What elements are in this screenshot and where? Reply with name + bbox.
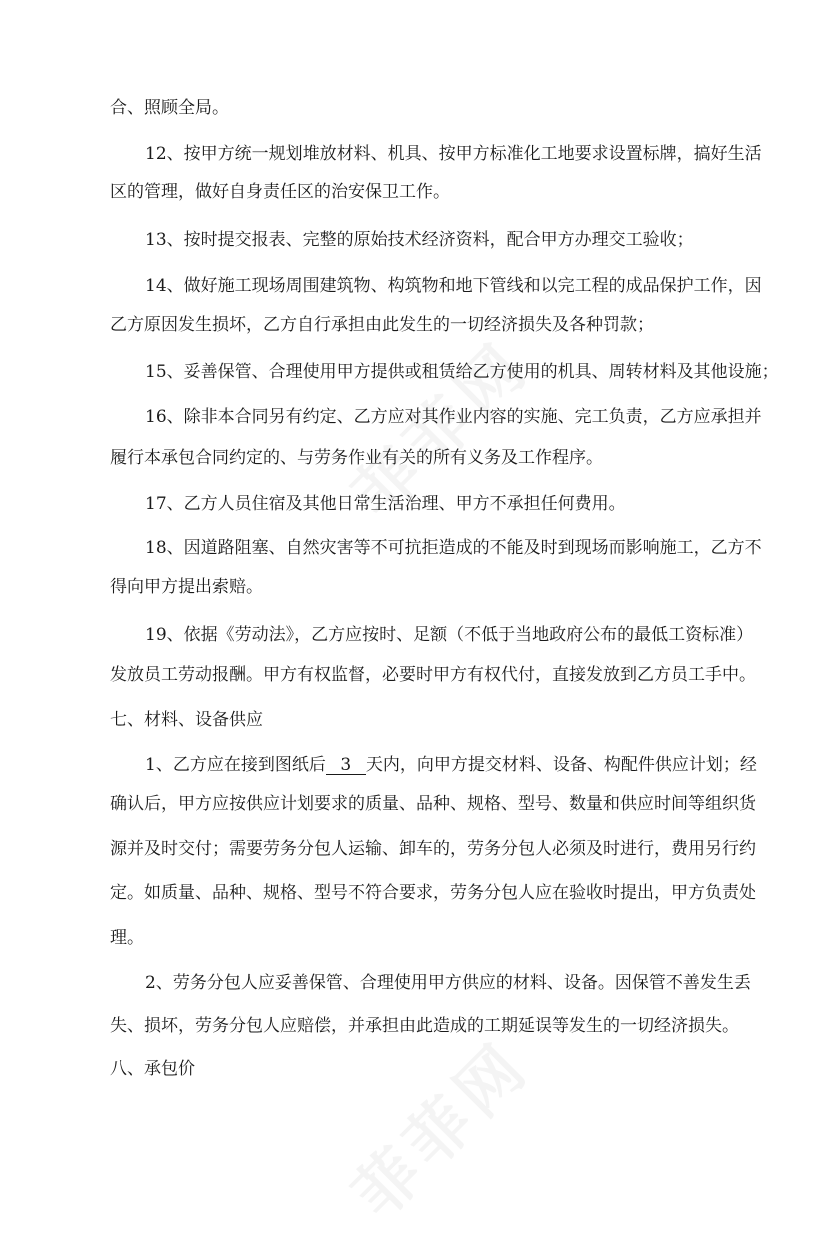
paragraph-line: 合、照顾全局。 — [110, 98, 229, 118]
materials-clause-2-line-1: 2、劳务分包人应妥善保管、合理使用甲方供应的材料、设备。因保管不善发生丢 — [145, 973, 751, 993]
clause-19-line-2: 发放员工劳动报酬。甲方有权监督，必要时甲方有权代付，直接发放到乙方员工手中。 — [110, 665, 756, 685]
clause-text: 天内，向甲方提交材料、设备、构配件供应计划；经 — [365, 755, 757, 775]
clause-14-line-2: 乙方原因发生损坏，乙方自行承担由此发生的一切经济损失及各种罚款； — [110, 315, 654, 335]
clause-14-line-1: 14、做好施工现场周围建筑物、构筑物和地下管线和以完工程的成品保护工作，因 — [145, 276, 762, 296]
materials-clause-1-line-2: 确认后，甲方应按供应计划要求的质量、品种、规格、型号、数量和供应时间等组织货 — [110, 794, 756, 814]
clause-19-line-1: 19、依据《劳动法》，乙方应按时、足额（不低于当地政府公布的最低工资标准） — [145, 625, 754, 645]
materials-clause-1-line-4: 定。如质量、品种、规格、型号不符合要求，劳务分包人应在验收时提出，甲方负责处 — [110, 883, 756, 903]
clause-16-line-1: 16、除非本合同另有约定、乙方应对其作业内容的实施、完工负责，乙方应承担并 — [145, 407, 762, 427]
clause-13: 13、按时提交报表、完整的原始技术经济资料，配合甲方办理交工验收； — [145, 230, 694, 250]
clause-12-line-2: 区的管理，做好自身责任区的治安保卫工作。 — [110, 182, 450, 202]
materials-clause-1-line-3: 源并及时交付；需要劳务分包人运输、卸车的，劳务分包人必须及时进行，费用另行约 — [110, 839, 756, 859]
materials-clause-1-line-1 — [145, 754, 830, 776]
watermark — [329, 1017, 547, 1235]
section-heading-price: 八、承包价 — [110, 1059, 195, 1079]
clause-12-line-1: 12、按甲方统一规划堆放材料、机具、按甲方标准化工地要求设置标牌，搞好生活 — [145, 144, 762, 164]
section-heading-materials: 七、材料、设备供应 — [110, 710, 263, 730]
clause-text: 1、乙方应在接到图纸后 — [145, 755, 326, 775]
clause-17: 17、乙方人员住宿及其他日常生活治理、甲方不承担任何费用。 — [145, 494, 626, 514]
clause-15: 15、妥善保管、合理使用甲方提供或租赁给乙方使用的机具、周转材料及其他设施； — [145, 362, 779, 382]
clause-18-line-2: 得向甲方提出索赔。 — [110, 577, 263, 597]
materials-clause-2-line-2: 失、损坏，劳务分包人应赔偿，并承担由此造成的工期延误等发生的一切经济损失。 — [110, 1016, 739, 1036]
days-blank: 3 — [326, 756, 366, 775]
materials-clause-1-line-5: 理。 — [110, 928, 144, 948]
clause-18-line-1: 18、因道路阻塞、自然灾害等不可抗拒造成的不能及时到现场而影响施工，乙方不 — [145, 538, 762, 558]
clause-16-line-2: 履行本承包合同约定的、与劳务作业有关的所有义务及工作程序。 — [110, 448, 603, 468]
